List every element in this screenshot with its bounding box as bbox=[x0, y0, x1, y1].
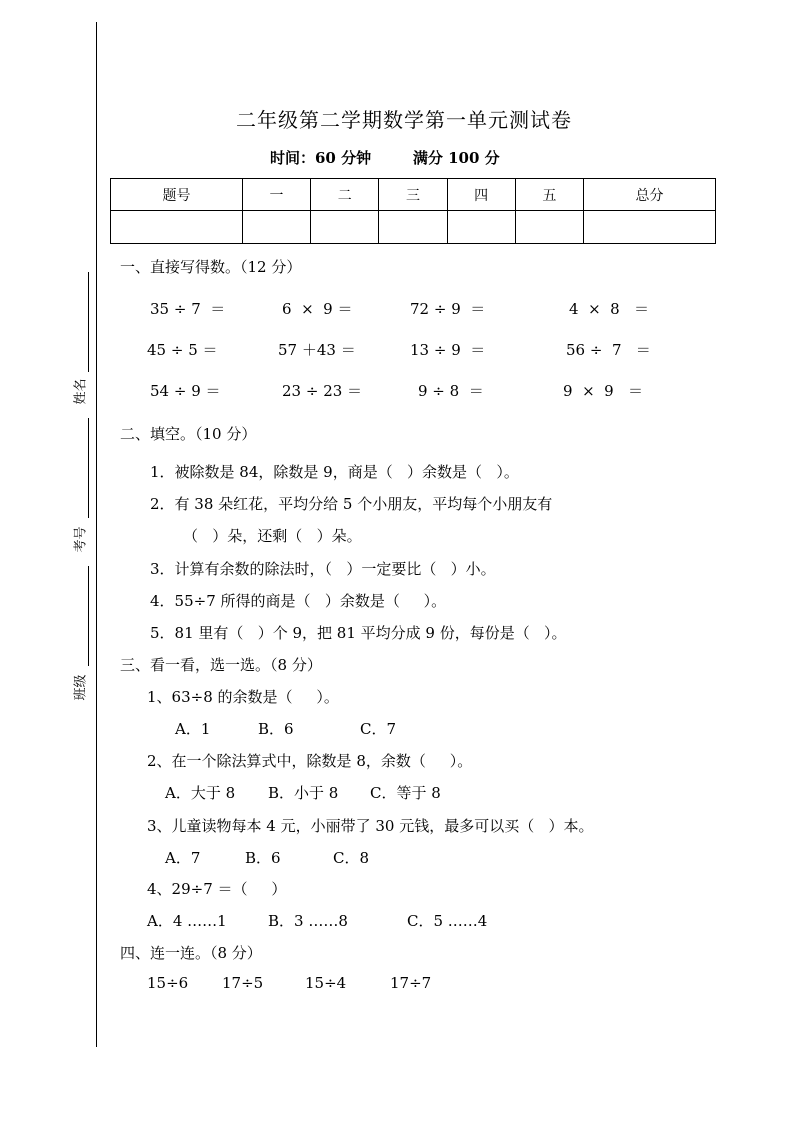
section3-heading: 三、看一看，选一选。（8 分） bbox=[120, 656, 322, 674]
choice-option[interactable]: A．7 bbox=[165, 849, 201, 867]
score-cell[interactable] bbox=[242, 211, 310, 244]
calc-item: 45 ÷ 5 ＝ bbox=[147, 341, 218, 359]
choice-option[interactable]: B．6 bbox=[245, 849, 281, 867]
fill-item: 4．55÷7 所得的商是（ ）余数是（ ）。 bbox=[150, 592, 447, 610]
choice-question: 4、29÷7 ＝（ ） bbox=[147, 880, 287, 898]
exam-no-label: 考号 bbox=[73, 526, 89, 553]
exam-no-field[interactable] bbox=[88, 418, 89, 518]
score-table-header-row bbox=[111, 179, 716, 211]
score-table-header: 一 bbox=[242, 179, 310, 211]
score-table-header: 四 bbox=[447, 179, 515, 211]
choice-option[interactable]: A．4 ……1 bbox=[147, 912, 227, 930]
choice-option[interactable]: A．大于 8 bbox=[165, 784, 236, 802]
calc-item: 35 ÷ 7 ＝ bbox=[150, 300, 226, 318]
score-cell[interactable] bbox=[311, 211, 379, 244]
name-field[interactable] bbox=[88, 272, 89, 372]
choice-option[interactable]: C．5 ……4 bbox=[407, 912, 488, 930]
class-field[interactable] bbox=[88, 566, 89, 666]
match-expression[interactable]: 15÷6 bbox=[147, 974, 189, 992]
score-cell[interactable] bbox=[379, 211, 447, 244]
calc-item: 57 ＋43 ＝ bbox=[278, 341, 356, 359]
fill-item: 1．被除数是 84，除数是 9，商是（ ）余数是（ ）。 bbox=[150, 463, 519, 481]
match-expression[interactable]: 17÷5 bbox=[222, 974, 264, 992]
choice-option[interactable]: B．小于 8 bbox=[268, 784, 339, 802]
full-score: 满分 100 分 bbox=[412, 149, 500, 167]
fill-item-continued: （ ）朵，还剩（ ）朵。 bbox=[183, 527, 362, 545]
score-table-header: 五 bbox=[515, 179, 583, 211]
score-table-header: 三 bbox=[379, 179, 447, 211]
time-limit: 时间：60 分钟 bbox=[270, 149, 372, 167]
choice-option[interactable]: B．6 bbox=[258, 720, 294, 738]
calc-item: 72 ÷ 9 ＝ bbox=[410, 300, 486, 318]
page-title: 二年级第二学期数学第一单元测试卷 bbox=[236, 108, 572, 132]
score-table-entry-row bbox=[111, 211, 716, 244]
calc-item: 6 × 9 ＝ bbox=[282, 300, 353, 318]
score-table bbox=[110, 178, 716, 244]
calc-item: 13 ÷ 9 ＝ bbox=[410, 341, 486, 359]
calc-item: 9 × 9 ＝ bbox=[563, 382, 644, 400]
score-cell[interactable] bbox=[515, 211, 583, 244]
exam-info bbox=[270, 147, 500, 168]
score-table-header: 总分 bbox=[584, 179, 716, 211]
choice-option[interactable]: C．7 bbox=[360, 720, 397, 738]
binding-line bbox=[96, 22, 97, 1047]
section1-heading: 一、直接写得数。（12 分） bbox=[120, 258, 302, 276]
calc-item: 23 ÷ 23 ＝ bbox=[282, 382, 363, 400]
choice-question: 3、儿童读物每本 4 元，小丽带了 30 元钱，最多可以买（ ）本。 bbox=[147, 817, 594, 835]
choice-question: 1、63÷8 的余数是（ ）。 bbox=[147, 688, 339, 706]
score-table-header: 二 bbox=[311, 179, 379, 211]
calc-item: 9 ÷ 8 ＝ bbox=[418, 382, 484, 400]
match-expression[interactable]: 15÷4 bbox=[305, 974, 347, 992]
score-cell[interactable] bbox=[584, 211, 716, 244]
choice-option[interactable]: B．3 ……8 bbox=[268, 912, 348, 930]
choice-option[interactable]: C．8 bbox=[333, 849, 370, 867]
fill-item: 5．81 里有（ ）个 9，把 81 平均分成 9 份，每份是（ ）。 bbox=[150, 624, 567, 642]
fill-item: 2．有 38 朵红花，平均分给 5 个小朋友，平均每个小朋友有 bbox=[150, 495, 553, 513]
calc-item: 56 ÷ 7 ＝ bbox=[566, 341, 651, 359]
calc-item: 4 × 8 ＝ bbox=[569, 300, 650, 318]
section2-heading: 二、填空。（10 分） bbox=[120, 425, 257, 443]
fill-item: 3．计算有余数的除法时，（ ）一定要比（ ）小。 bbox=[150, 560, 496, 578]
class-label: 班级 bbox=[73, 674, 89, 701]
choice-option[interactable]: A．1 bbox=[175, 720, 211, 738]
match-expression[interactable]: 17÷7 bbox=[390, 974, 432, 992]
score-table-header: 题号 bbox=[111, 179, 243, 211]
section4-heading: 四、连一连。（8 分） bbox=[120, 944, 262, 962]
name-label: 姓名 bbox=[73, 378, 89, 405]
choice-option[interactable]: C．等于 8 bbox=[370, 784, 441, 802]
score-cell[interactable] bbox=[111, 211, 243, 244]
choice-question: 2、在一个除法算式中，除数是 8，余数（ ）。 bbox=[147, 752, 473, 770]
calc-item: 54 ÷ 9 ＝ bbox=[150, 382, 221, 400]
score-cell[interactable] bbox=[447, 211, 515, 244]
